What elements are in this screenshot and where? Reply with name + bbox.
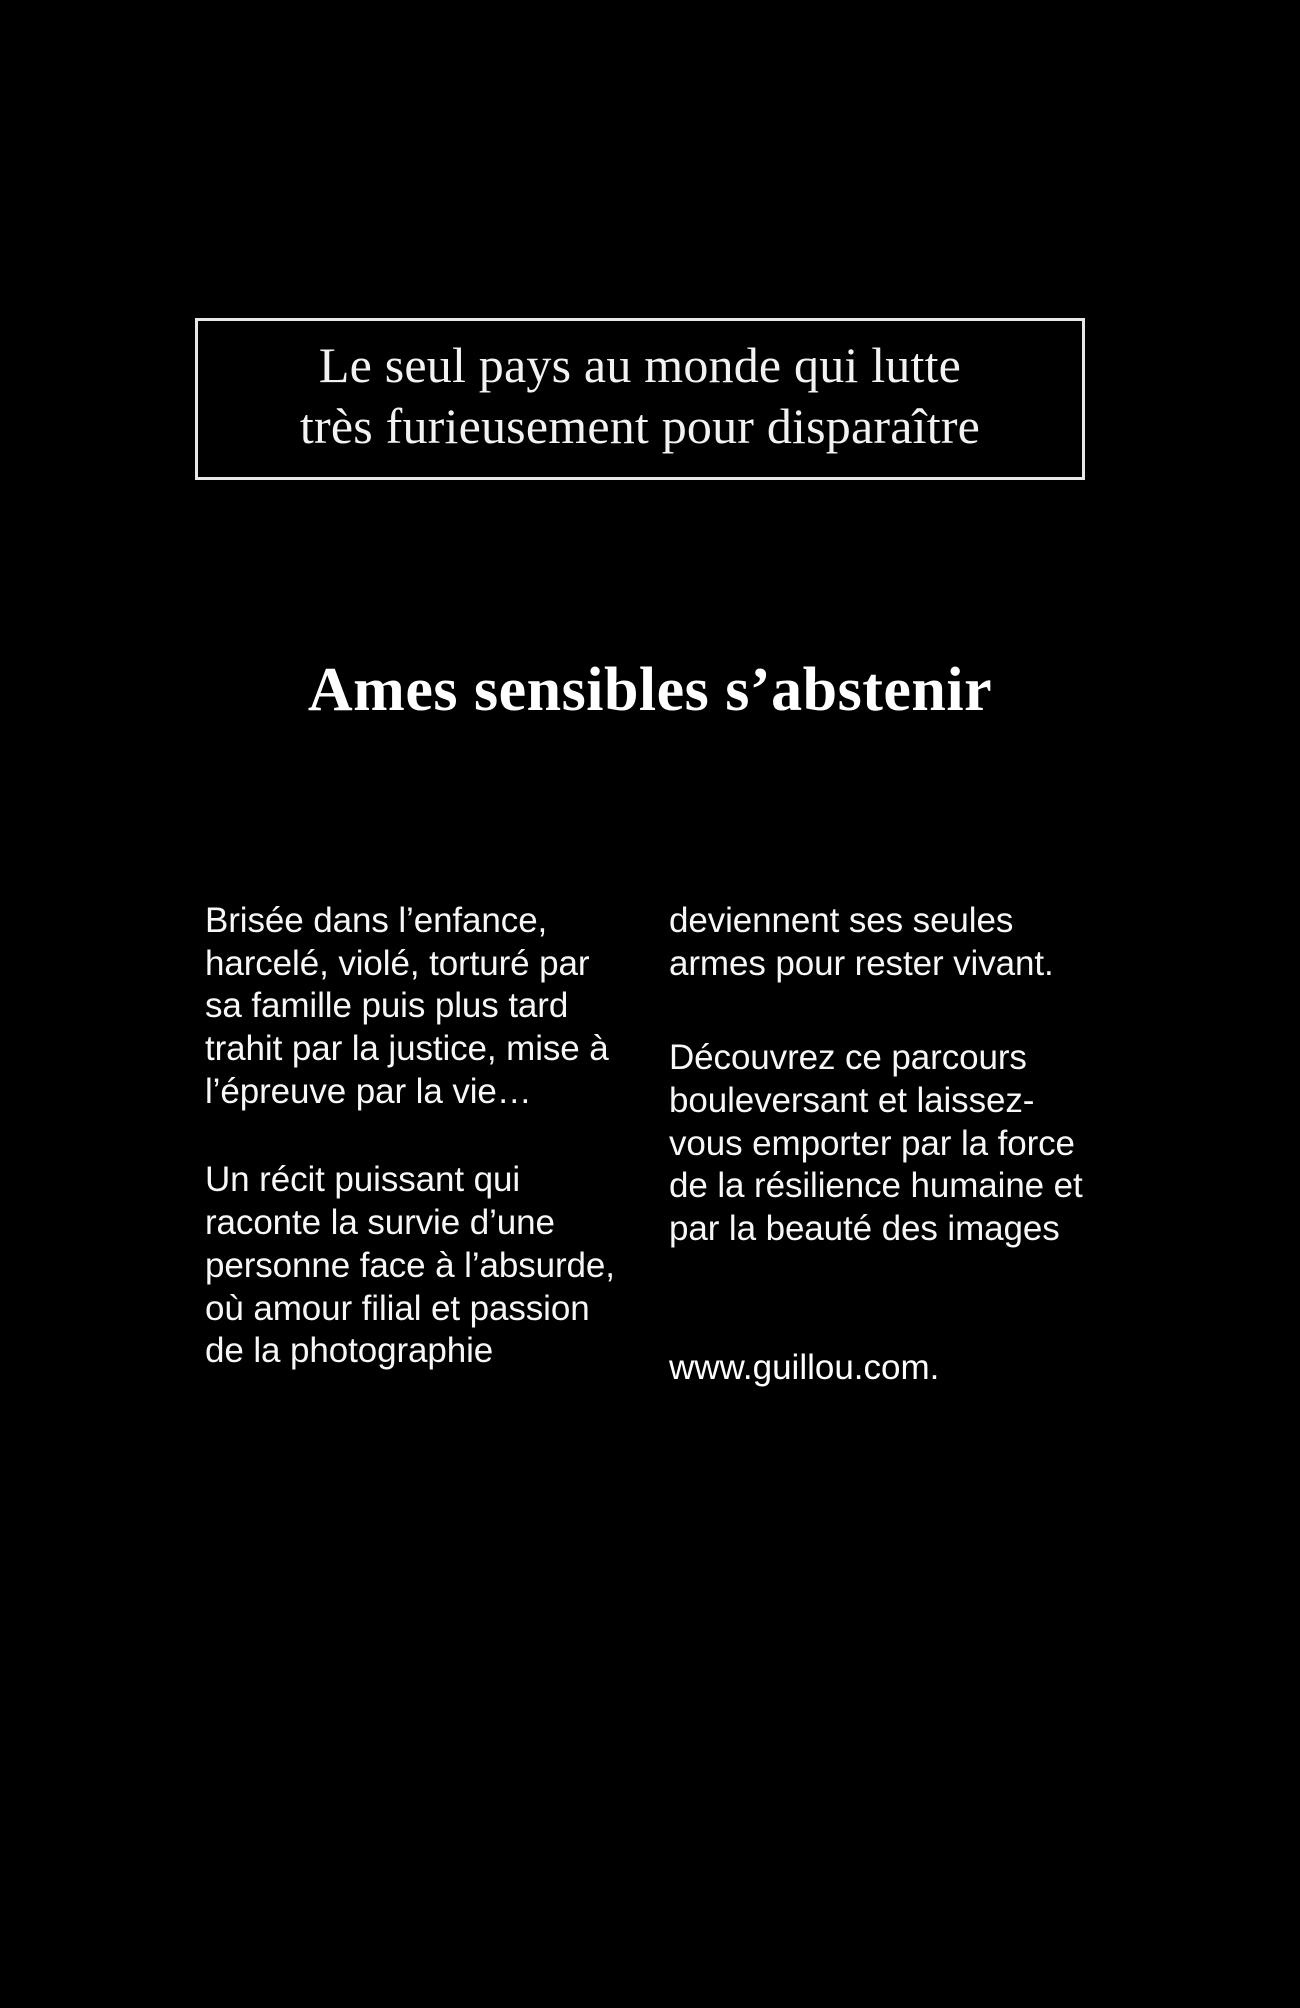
left-column [205, 900, 625, 1390]
tagline-frame [195, 318, 1085, 480]
paragraph-left-1: Brisée dans l’enfance, harcelé, violé, torturé par sa famille puis plus tard trahit par la justice, mise à l’épreuve par la vie… [205, 901, 609, 1111]
body-columns [205, 900, 1105, 1390]
paragraph-right-2: Découvrez ce parcours bouleversant et laissez-vous emporter par la force de la résilience humaine et par la beauté des images [669, 1038, 1083, 1249]
website-link[interactable]: www.guillou.com. [669, 1347, 940, 1387]
paragraph-right-1: deviennent ses seules armes pour rester vivant. [669, 901, 1054, 983]
paragraph-left-2: Un récit puissant qui raconte la survie d’une personne face à l’absurde, où amour filial et passion de la photographie [205, 1160, 615, 1371]
tagline-line-1: Le seul pays au monde qui lutte [318, 337, 962, 393]
right-column [669, 900, 1089, 1390]
tagline-line-2: très furieusement pour disparaître [299, 398, 981, 454]
page-title: Ames sensibles s’abstenir [307, 656, 993, 724]
